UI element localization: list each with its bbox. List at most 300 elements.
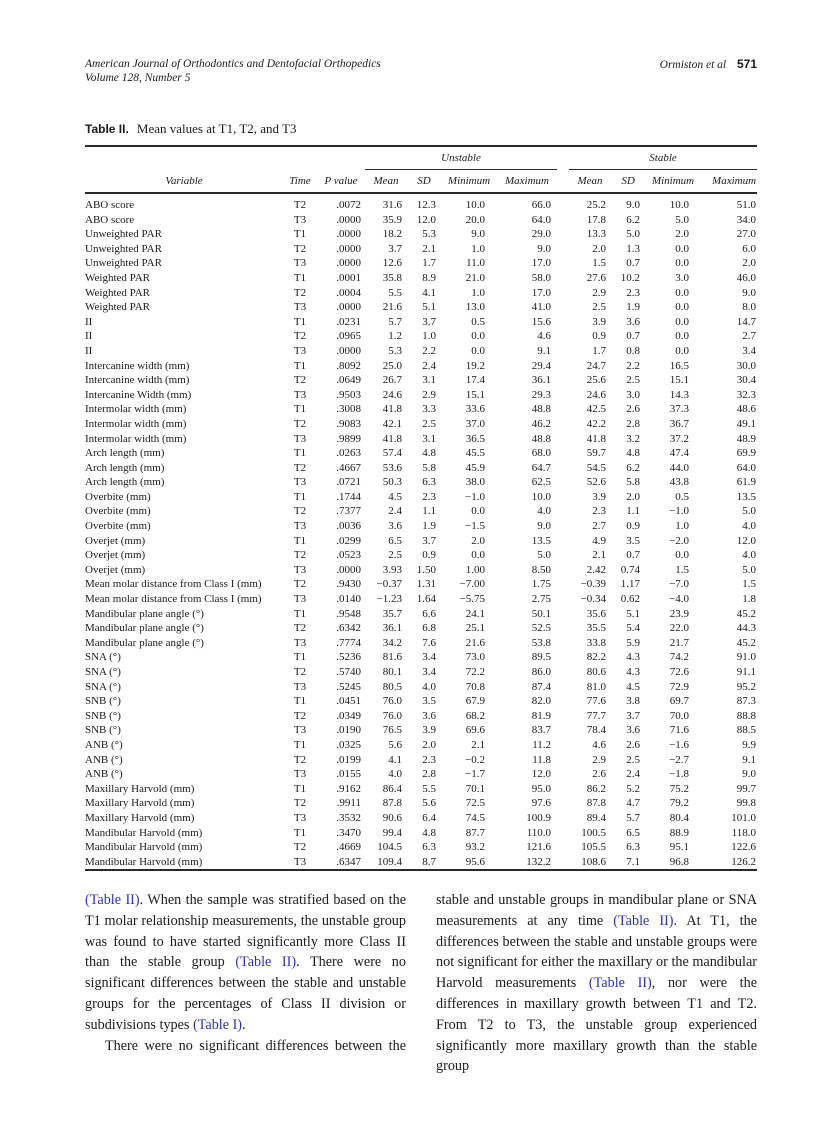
table-cell: 74.2 [669,651,690,664]
table-cell: .0155 [336,768,361,781]
table-ref-link[interactable]: (Table I) [193,1016,243,1033]
table-row [85,519,757,534]
table-cell: T1 [293,534,307,547]
table-cell: 5.0 [742,505,757,518]
table-cell: 48.9 [736,432,757,445]
table-cell: T2 [293,622,307,635]
table-cell: 66.0 [531,199,552,211]
table-cell: 73.0 [465,651,485,664]
table-cell: 5.4 [626,622,641,635]
table-cell: 3.7 [626,709,641,722]
table-cell: 12.6 [382,257,402,270]
table-cell: 0.5 [675,490,690,503]
table-cell-gap [557,592,569,607]
table-cell: 87.3 [736,695,757,708]
table-cell-gap [557,461,569,476]
table-cell: 8.0 [742,301,757,314]
table-cell: Weighted PAR [85,301,151,314]
table-cell: 1.3 [626,242,641,255]
table-cell: .0000 [336,228,361,241]
text-run: There were no significant differences between the [105,1037,406,1054]
table-cell: 45.2 [736,636,757,649]
table-row [85,607,757,622]
table-cell: 8.9 [422,271,436,284]
table-cell: .0004 [336,286,361,299]
table-cell: 2.4 [422,359,436,372]
table-cell: 21.6 [382,301,402,314]
table-cell: SNB (°) [85,695,121,708]
table-cell: 2.2 [626,359,641,372]
table-cell: 4.8 [422,447,436,460]
table-cell: 17.8 [586,213,607,226]
table-row [85,650,757,665]
table-cell: 2.4 [626,768,641,781]
table-cell: 3.3 [422,403,436,416]
table-cell-gap [557,490,569,505]
table-cell: 81.0 [586,680,607,693]
table-cell: 2.75 [531,593,552,606]
table-cell: Intermolar width (mm) [85,432,187,445]
group-header-stable: Stable [569,146,757,169]
table-cell-gap [557,475,569,490]
table-cell-gap [557,286,569,301]
table-cell: 122.6 [731,841,757,854]
table-row [85,213,757,228]
text-column-1 [85,890,406,1077]
table-cell: Mandibular plane angle (°) [85,636,204,649]
table-cell: 35.6 [586,607,607,620]
table-cell: 2.0 [471,534,485,547]
table-cell: 86.2 [586,782,607,795]
spanner-spacer [85,146,365,169]
table-cell: 1.7 [592,344,607,357]
col-header-time: Time [283,169,317,193]
table-cell: 22.0 [669,622,690,635]
table-cell: 25.0 [382,359,402,372]
table-cell: 77.6 [586,695,607,708]
table-cell: 41.0 [531,301,552,314]
table-cell: 3.9 [592,490,607,503]
table-cell-gap [557,782,569,797]
table-cell: 0.0 [675,242,690,255]
table-cell: 110.0 [526,826,552,839]
table-cell: 46.2 [531,417,552,430]
table-cell: 95.0 [531,782,552,795]
table-cell: 6.3 [422,841,436,854]
table-cell: 5.0 [626,228,641,241]
table-cell: T2 [293,797,307,810]
table-cell: Overbite (mm) [85,520,151,533]
table-cell: 0.0 [675,286,690,299]
table-cell: T2 [293,505,307,518]
group-gap [557,146,569,169]
table-cell: 3.9 [592,315,607,328]
table-cell: Mandibular plane angle (°) [85,622,204,635]
table-cell: 17.4 [465,374,485,387]
table-cell: 5.6 [422,797,436,810]
journal-title: American Journal of Orthodontics and Dentofacial Orthopedics [85,58,381,70]
table-cell: 6.8 [422,622,436,635]
table-cell: .0000 [336,242,361,255]
table-cell: 1.50 [416,563,436,576]
table-cell: .0523 [336,549,361,562]
table-cell: 37.2 [669,432,690,445]
table-cell: 90.6 [382,811,402,824]
table-cell: 10.0 [669,199,690,211]
table-ref-link[interactable]: (Table II) [85,892,140,908]
table-row [85,432,757,447]
table-cell: SNB (°) [85,709,121,722]
table-cell: 0.62 [620,593,641,606]
table-cell: −1.0 [465,490,485,503]
table-cell: 6.2 [626,461,641,474]
table-cell: .9548 [336,607,361,620]
table-cell: 126.2 [731,855,757,868]
col-header-stable-minimum: Minimum [645,169,701,193]
table-cell: 104.5 [377,841,402,854]
table-cell: 24.1 [465,607,485,620]
table-cell: 83.7 [531,724,552,737]
table-cell: 4.0 [422,680,436,693]
table-cell: T2 [293,709,307,722]
table-cell: 8.50 [531,563,552,576]
table-cell: 76.5 [382,724,402,737]
table-cell: 5.5 [388,286,402,299]
table-cell: 15.1 [465,388,485,401]
table-cell: 12.0 [736,534,757,547]
table-cell: Mandibular plane angle (°) [85,607,204,620]
table-cell: 1.0 [471,242,485,255]
table-cell: T2 [293,841,307,854]
table-cell: 1.9 [422,520,436,533]
table-cell-gap [557,432,569,447]
table-cell: 35.9 [382,213,402,226]
table-cell-gap [557,723,569,738]
table-cell-gap [557,504,569,519]
table-cell: 4.0 [537,505,552,518]
table-cell: 77.7 [586,709,607,722]
table-row [85,504,757,519]
table-cell: 36.1 [531,374,552,387]
table-cell: 54.5 [586,461,607,474]
table-cell: .9430 [336,578,361,591]
table-cell: ANB (°) [85,753,123,766]
table-cell: 41.8 [586,432,607,445]
table-cell: 52.5 [531,622,552,635]
table-cell: .0000 [336,257,361,270]
table-cell: 14.7 [736,315,757,328]
table-cell: 6.3 [422,476,436,489]
table-cell: Overjet (mm) [85,534,146,547]
table-cell: .9083 [336,417,361,430]
table-cell: 10.0 [465,199,485,211]
table-cell: 1.17 [620,578,641,591]
table-ref-link[interactable]: (Table II) [588,975,652,992]
table-cell: T2 [293,199,307,211]
table-cell: .0001 [336,271,361,284]
table-cell: 31.6 [382,199,402,211]
table-cell: 9.1 [742,753,757,766]
table-row [85,723,757,738]
table-cell: 0.0 [675,257,690,270]
table-cell: 30.4 [736,374,757,387]
table-cell: 3.6 [388,520,402,533]
table-cell-gap [557,227,569,242]
table-cell: 5.1 [422,301,436,314]
table-cell: 2.1 [592,549,607,562]
table-cell: 89.4 [586,811,607,824]
table-cell: 49.1 [736,417,757,430]
table-cell: Maxillary Harvold (mm) [85,797,195,810]
table-cell: 72.6 [669,666,690,678]
table-cell: 82.2 [586,651,607,664]
table-cell: 13.5 [736,490,757,503]
table-row [85,534,757,549]
table-cell-gap [557,300,569,315]
table-cell: 67.9 [465,695,485,708]
table-cell: 100.5 [581,826,607,839]
table-cell: 12.0 [416,213,436,226]
table-cell: T3 [293,680,307,693]
table-cell: 2.7 [742,330,757,343]
table-row [85,577,757,592]
table-row [85,709,757,724]
table-cell: Unweighted PAR [85,228,162,241]
table-cell: T1 [293,607,307,620]
body-text [85,890,757,1077]
paragraph [85,890,406,1036]
table-cell: 46.0 [736,271,757,284]
table-cell: 3.4 [422,666,436,678]
table-cell: 5.8 [626,476,641,489]
table-cell: 0.0 [471,344,485,357]
table-cell: 1.5 [675,563,690,576]
table-ref-link[interactable]: (Table II) [613,912,674,929]
table-cell: 35.5 [586,622,607,635]
table-cell: 16.5 [669,359,690,372]
text-run: . At T1, the differences between the stable and unstable groups were not significant for either the maxillary or the mandibular Harvold measurements [436,912,757,992]
table-cell: Maxillary Harvold (mm) [85,811,195,824]
table-cell: 37.0 [465,417,485,430]
table-cell: 79.2 [669,797,690,810]
table-cell: 9.0 [626,199,641,211]
table-cell: T2 [293,417,307,430]
table-cell: −2.0 [669,534,690,547]
table-cell: 5.8 [422,461,436,474]
table-cell: 74.5 [465,811,485,824]
table-cell: .9162 [336,782,361,795]
table-cell: 5.0 [675,213,690,226]
table-cell: 9.0 [537,520,552,533]
table-cell: 87.8 [382,797,402,810]
table-cell: −1.0 [669,505,690,518]
table-cell: 0.9 [422,549,436,562]
table-cell: T3 [293,388,307,401]
table-cell: T2 [293,753,307,766]
table-cell: .6342 [336,622,361,635]
table-cell: 5.7 [388,315,402,328]
table-cell: 53.8 [531,636,552,649]
table-cell: 43.8 [669,476,690,489]
table-cell: 23.9 [669,607,690,620]
col-header-variable: Variable [85,169,283,193]
table-cell: −1.8 [669,768,690,781]
group-header-unstable: Unstable [365,146,557,169]
table-cell: T1 [293,738,307,751]
table-row [85,548,757,563]
table-cell: 4.1 [388,753,402,766]
table-cell: T2 [293,242,307,255]
table-cell: 44.0 [669,461,690,474]
table-cell: 0.74 [620,563,641,576]
table-cell: 1.5 [742,578,757,591]
table-cell-gap [557,446,569,461]
table-cell: Unweighted PAR [85,242,162,255]
table-cell: .3532 [336,811,361,824]
table-cell: 109.4 [377,855,402,868]
table-cell: 17.0 [531,286,552,299]
table-cell: 34.2 [382,636,402,649]
table-cell: 5.3 [388,344,402,357]
table-row [85,563,757,578]
table-row [85,840,757,855]
running-head-right [660,57,757,71]
table-cell: 21.0 [465,271,485,284]
table-cell: 72.9 [669,680,690,693]
table-cell: 2.0 [675,228,690,241]
table-cell: 3.0 [675,271,690,284]
table-cell-gap [557,840,569,855]
table-cell: 57.4 [382,447,402,460]
table-cell: 29.4 [531,359,552,372]
table-cell: II [85,315,93,328]
table-cell: 24.6 [382,388,402,401]
column-header-row [85,169,757,193]
table-cell: 2.0 [626,490,641,503]
table-cell: 100.9 [526,811,552,824]
table-cell: 9.9 [742,738,757,751]
table-cell: II [85,344,93,357]
table-cell: −0.34 [580,593,607,606]
table-cell: 19.2 [465,359,485,372]
table-cell: 18.2 [382,228,402,241]
table-cell: 4.0 [742,549,757,562]
table-cell: SNA (°) [85,651,121,664]
table-cell: 3.8 [626,695,641,708]
table-cell: 80.5 [382,680,402,693]
table-cell: 2.4 [388,505,402,518]
table-cell: 1.75 [531,578,552,591]
table-row [85,300,757,315]
table-cell: Arch length (mm) [85,447,165,460]
table-cell: 35.7 [382,607,402,620]
table-cell: 76.0 [382,695,402,708]
table-cell: −1.6 [669,738,690,751]
table-cell: 9.0 [471,228,485,241]
table-cell: 36.5 [465,432,485,445]
col-header-stable-sd: SD [611,169,645,193]
table-cell: 25.1 [465,622,485,635]
table-cell: Overjet (mm) [85,549,146,562]
table-cell: 36.7 [669,417,690,430]
text-run: , nor were the differences in maxillary growth between T1 and T2. From T2 to T3, the unstable group experienced significantly more maxillary growth than the stable group [436,975,758,1075]
table-cell: 118.0 [731,826,757,839]
table-cell: Mean molar distance from Class I (mm) [85,593,262,606]
table-cell: 5.1 [626,607,641,620]
table-cell: .5236 [336,651,361,664]
table-cell: 87.4 [531,680,552,693]
table-cell: .0325 [336,738,361,751]
table-row [85,855,757,871]
table-cell: 33.8 [586,636,607,649]
table-row [85,417,757,432]
table-cell: 15.1 [669,374,690,387]
table-cell: T1 [293,271,307,284]
table-cell: 12.0 [531,768,552,781]
table-cell: .0965 [336,330,361,343]
table-cell: .0000 [336,301,361,314]
table-cell: 0.9 [626,520,641,533]
table-cell: T3 [293,301,307,314]
table-cell: −5.75 [459,593,485,606]
table-cell: T3 [293,811,307,824]
table-cell: 0.0 [675,549,690,562]
table-cell: 4.0 [742,520,757,533]
table-cell: 30.0 [736,359,757,372]
table-cell: .0349 [336,709,361,722]
table-cell: 4.1 [422,286,436,299]
table-row [85,636,757,651]
table-cell: T1 [293,315,307,328]
table-cell: 13.3 [586,228,607,241]
table-cell: 2.8 [422,768,436,781]
table-cell: 89.5 [531,651,552,664]
table-cell: 2.0 [422,738,436,751]
table-cell-gap [557,548,569,563]
table-cell-gap [557,344,569,359]
table-cell: .0263 [336,447,361,460]
table-cell: .0231 [336,315,361,328]
table-cell: 87.7 [465,826,485,839]
table-cell: 1.00 [465,563,485,576]
table-cell: 62.5 [531,476,552,489]
table-cell: ABO score [85,213,135,226]
table-cell: .3470 [336,826,361,839]
table-cell: Arch length (mm) [85,461,165,474]
table-cell: 95.1 [669,841,690,854]
table-cell: .3008 [336,403,361,416]
table-cell: 2.5 [592,301,607,314]
table-cell: T3 [293,563,307,576]
table-row [85,490,757,505]
table-cell: .9911 [336,797,361,810]
table-ref-link[interactable]: (Table II) [235,954,297,971]
table-cell: 7.6 [422,636,436,649]
table-cell: 5.3 [422,228,436,241]
table-cell-gap [557,650,569,665]
table-cell: 0.0 [675,330,690,343]
table-cell: 0.5 [471,315,485,328]
table-cell: 4.9 [592,534,607,547]
table-caption-text: Mean values at T1, T2, and T3 [136,121,297,136]
table-cell: 68.2 [465,709,485,722]
table-row [85,271,757,286]
table-cell: Maxillary Harvold (mm) [85,782,195,795]
table-cell: T3 [293,724,307,737]
table-cell: 9.0 [742,768,757,781]
table-cell-gap [557,519,569,534]
table-cell: 20.0 [465,213,485,226]
